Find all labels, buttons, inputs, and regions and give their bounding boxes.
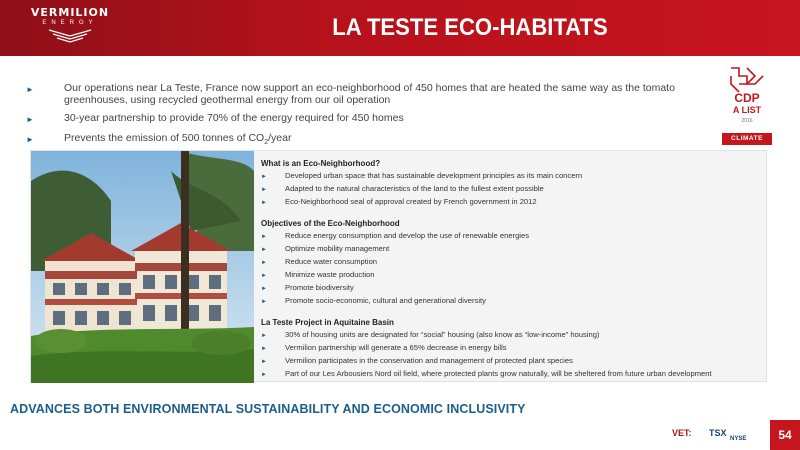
- intro-bullet: [26, 112, 716, 126]
- list-item-text: Adapted to the natural characteristics of the land to the fullest extent possible: [285, 184, 544, 193]
- list-item-text: Part of our Les Arbousiers Nord oil field, where protected plants grow naturally, will be sheltered from future urban development: [285, 369, 712, 378]
- details-panel: [30, 150, 767, 382]
- list-item-text: 30% of housing units are designated for “social” housing (also know as “low-income” housing): [285, 330, 600, 339]
- eco-neighborhood-heading: What is an Eco-Neighborhood?: [261, 159, 381, 168]
- list-item: [261, 329, 766, 342]
- bullet-arrow-icon: ►: [261, 299, 267, 305]
- list-item: [261, 269, 766, 282]
- bullet-arrow-icon: ►: [261, 174, 267, 180]
- badge-year: 2016: [741, 118, 753, 124]
- co2-prefix: Prevents the emission of 500 tonnes of CO: [64, 132, 265, 144]
- bullet-arrow-icon: ►: [261, 273, 267, 279]
- cdp-logo-icon: [722, 64, 772, 126]
- title-bar: [0, 0, 800, 56]
- list-item: [261, 295, 766, 308]
- list-item: [261, 243, 766, 256]
- intro-bullet-text: Our operations near La Teste, France now support an eco-neighborhood of 450 homes that are heated the same way as the tomato greenhouses, using recycled geothermal energy from our oil operation: [64, 82, 675, 106]
- list-item: [261, 342, 766, 355]
- list-item: [261, 230, 766, 243]
- intro-bullet: [26, 132, 716, 149]
- logo-subtitle: ENERGY: [42, 20, 98, 26]
- page-number: 54: [770, 420, 800, 450]
- list-item: [261, 196, 766, 209]
- vermilion-logo: [30, 6, 110, 50]
- intro-bullet-text: [64, 132, 291, 149]
- bullet-arrow-icon: ►: [261, 346, 267, 352]
- bullet-arrow-icon: ►: [26, 85, 34, 94]
- list-item-text: Minimize waste production: [285, 270, 375, 279]
- list-item-text: Vermilion participates in the conservation and management of protected plant species: [285, 356, 573, 365]
- list-item-text: Reduce energy consumption and develop the use of renewable energies: [285, 231, 530, 240]
- intro-bullets: [26, 82, 716, 155]
- list-item-text: Vermilion partnership will generate a 65% decrease in energy bills: [285, 343, 507, 352]
- co2-suffix: /year: [268, 132, 292, 144]
- co2-subscript: 2: [264, 139, 269, 147]
- tagline: ADVANCES BOTH ENVIRONMENTAL SUSTAINABILITY AND ECONOMIC INCLUSIVITY: [10, 402, 526, 416]
- logo-chevrons-icon: [47, 28, 93, 44]
- cdp-a-list-badge: [722, 64, 772, 146]
- bullet-arrow-icon: ►: [261, 187, 267, 193]
- bullet-arrow-icon: ►: [261, 359, 267, 365]
- list-item: [261, 355, 766, 368]
- list-item: [261, 368, 766, 381]
- list-item-text: Reduce water consumption: [285, 257, 378, 266]
- tsx-logo: TSX: [709, 428, 727, 438]
- list-item-text: Optimize mobility management: [285, 244, 390, 253]
- list-item: [261, 282, 766, 295]
- intro-bullet-text: 30-year partnership to provide 70% of the energy required for 450 homes: [64, 112, 404, 124]
- exchange-listing: [672, 428, 760, 448]
- project-heading: La Teste Project in Aquitaine Basin: [261, 318, 394, 327]
- ticker-label: VET:: [672, 428, 692, 438]
- list-item: [261, 183, 766, 196]
- bullet-arrow-icon: ►: [261, 286, 267, 292]
- eco-details: [261, 159, 766, 381]
- bullet-arrow-icon: ►: [261, 333, 267, 339]
- list-item: [261, 170, 766, 183]
- logo-wordmark: VERMILION: [30, 6, 110, 19]
- list-item: [261, 256, 766, 269]
- bullet-arrow-icon: ►: [26, 135, 34, 144]
- objectives-heading: Objectives of the Eco-Neighborhood: [261, 219, 400, 228]
- cdp-label: CDP: [734, 91, 760, 105]
- bullet-arrow-icon: ►: [261, 247, 267, 253]
- climate-label: CLIMATE: [722, 133, 772, 145]
- list-item-text: Promote biodiversity: [285, 283, 354, 292]
- eco-neighborhood-photo: [31, 151, 254, 383]
- bullet-arrow-icon: ►: [26, 115, 34, 124]
- intro-bullet: [26, 82, 716, 106]
- list-item-text: Developed urban space that has sustainable development principles as its main concern: [285, 171, 583, 180]
- building-illustration: [31, 151, 254, 383]
- list-item-text: Promote socio-economic, cultural and generational diversity: [285, 296, 486, 305]
- list-item-text: Eco-Neighborhood seal of approval created by French government in 2012: [285, 197, 537, 206]
- a-list-label: A LIST: [732, 105, 762, 115]
- page-title: LA TESTE ECO-HABITATS: [332, 14, 608, 41]
- bullet-arrow-icon: ►: [261, 200, 267, 206]
- bullet-arrow-icon: ►: [261, 260, 267, 266]
- bullet-arrow-icon: ►: [261, 234, 267, 240]
- nyse-logo: NYSE: [730, 436, 747, 442]
- bullet-arrow-icon: ►: [261, 372, 267, 378]
